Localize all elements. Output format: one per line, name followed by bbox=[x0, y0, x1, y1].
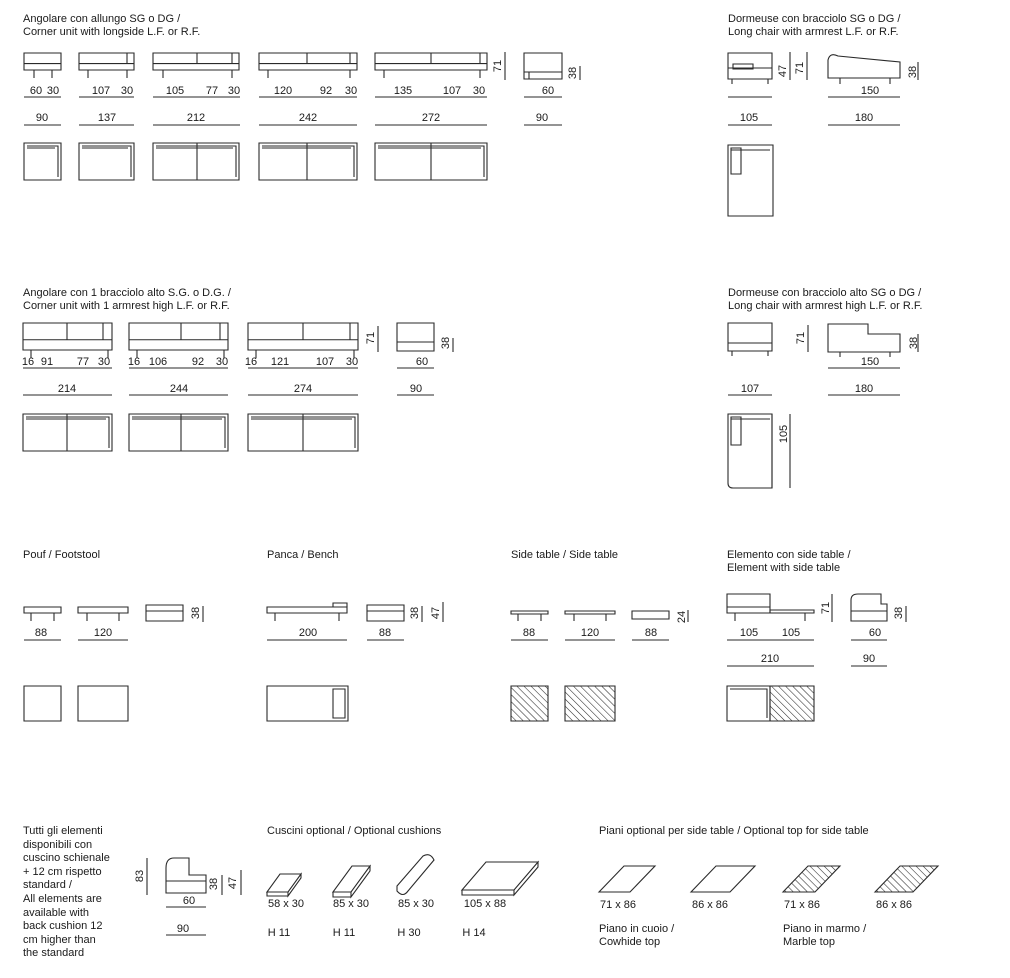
dim-label: 107 bbox=[91, 85, 111, 97]
title-it: Elemento con side table / bbox=[727, 549, 851, 561]
sofa-front bbox=[153, 53, 239, 70]
sofa-front bbox=[259, 53, 357, 70]
top-size: 86 x 86 bbox=[875, 899, 913, 911]
sofa-front bbox=[129, 323, 228, 350]
dim-label: 71 bbox=[365, 331, 377, 345]
caption-line: Marble top bbox=[783, 936, 835, 948]
drawing-shapes bbox=[23, 52, 938, 935]
note-line: + 12 cm rispetto bbox=[23, 865, 102, 878]
bench-back bbox=[333, 689, 345, 718]
dim-label: 106 bbox=[148, 356, 168, 368]
dim-label: 77 bbox=[76, 356, 90, 368]
cushion-size: 85 x 30 bbox=[397, 898, 435, 910]
long-chair-front bbox=[728, 323, 772, 351]
title-it: Angolare con 1 bracciolo alto S.G. o D.G. / bbox=[23, 287, 231, 299]
dim-label: 88 bbox=[644, 627, 658, 639]
side-table-side bbox=[632, 611, 669, 619]
cushion bbox=[333, 866, 370, 897]
dim-label: 38 bbox=[567, 66, 579, 80]
dim-label: 150 bbox=[860, 356, 880, 368]
title-en: Corner unit with 1 armrest high L.F. or R.F. bbox=[23, 300, 230, 312]
long-chair-side bbox=[828, 55, 900, 78]
dim-label: 38 bbox=[893, 606, 905, 620]
bench-back bbox=[333, 603, 347, 607]
dim-label: 38 bbox=[907, 65, 919, 79]
dim-label: 24 bbox=[676, 610, 688, 624]
title-element-side-table bbox=[727, 549, 851, 575]
armrest bbox=[731, 417, 741, 445]
cowhide-top bbox=[599, 866, 655, 892]
dim-label: 242 bbox=[298, 112, 318, 124]
marble-top bbox=[783, 866, 840, 892]
title-it: Dormeuse con bracciolo alto SG o DG / bbox=[728, 287, 922, 299]
cushion-height: H 11 bbox=[332, 927, 356, 939]
element-side bbox=[851, 594, 887, 621]
note-line: back cushion 12 bbox=[23, 920, 103, 933]
caption-line: Piano in marmo / bbox=[783, 923, 867, 935]
back-cushion bbox=[156, 146, 236, 177]
side-table-plan bbox=[770, 686, 814, 721]
dim-label: 90 bbox=[176, 923, 190, 935]
sofa-front bbox=[79, 53, 134, 70]
dim-label: 38 bbox=[409, 606, 421, 620]
title-long-chair-high bbox=[728, 287, 922, 313]
dim-label: 77 bbox=[205, 85, 219, 97]
dim-label: 180 bbox=[854, 383, 874, 395]
dim-label: 244 bbox=[169, 383, 189, 395]
dim-label: 16 bbox=[21, 356, 35, 368]
title-corner-longside bbox=[23, 13, 200, 39]
side-table-top bbox=[565, 611, 615, 614]
dim-label: 121 bbox=[270, 356, 290, 368]
cushion-height: H 11 bbox=[267, 927, 291, 939]
dim-label: 107 bbox=[740, 383, 760, 395]
element-plan bbox=[727, 686, 770, 721]
dim-label: 38 bbox=[908, 336, 920, 350]
dim-label: 105 bbox=[165, 85, 185, 97]
dim-label: 60 bbox=[415, 356, 429, 368]
dim-label: 214 bbox=[57, 383, 77, 395]
dim-label: 71 bbox=[794, 61, 806, 75]
dim-label: 16 bbox=[244, 356, 258, 368]
pouf-top bbox=[78, 607, 128, 613]
dim-label: 90 bbox=[35, 112, 49, 124]
armrest bbox=[731, 148, 741, 174]
cushion-height: H 14 bbox=[462, 927, 486, 939]
note-line: Tutti gli elementi bbox=[23, 825, 103, 837]
pouf-top bbox=[24, 607, 61, 613]
title-long-chair bbox=[728, 13, 900, 39]
caption-cowhide-top bbox=[599, 923, 674, 949]
cushion-height: H 30 bbox=[397, 927, 421, 939]
title-cushions: Cuscini optional / Optional cushions bbox=[267, 825, 442, 837]
dim-label: 92 bbox=[191, 356, 205, 368]
dim-label: 137 bbox=[97, 112, 117, 124]
dim-label: 105 bbox=[778, 424, 790, 444]
dim-label: 107 bbox=[315, 356, 335, 368]
dim-label: 71 bbox=[492, 59, 504, 73]
dim-label: 212 bbox=[186, 112, 206, 124]
marble-top bbox=[875, 866, 938, 892]
dim-label: 30 bbox=[120, 85, 134, 97]
dim-label: 30 bbox=[46, 85, 60, 97]
dim-label: 105 bbox=[781, 627, 801, 639]
back-cushion-side bbox=[166, 858, 206, 893]
dim-label: 90 bbox=[535, 112, 549, 124]
note-back-cushion bbox=[23, 825, 123, 961]
back-cushion bbox=[27, 146, 58, 177]
dim-label: 30 bbox=[345, 356, 359, 368]
title-tops: Piani optional per side table / Optional top for side table bbox=[599, 825, 869, 837]
dim-label: 38 bbox=[440, 336, 452, 350]
note-line: available with bbox=[23, 906, 90, 919]
dim-label: 47 bbox=[430, 606, 442, 620]
element-front bbox=[727, 594, 770, 613]
back-cushion bbox=[132, 417, 225, 448]
cushion-size: 85 x 30 bbox=[332, 898, 370, 910]
caption-marble-top bbox=[783, 923, 866, 949]
long-chair-plan bbox=[728, 145, 773, 216]
title-it: Dormeuse con bracciolo SG o DG / bbox=[728, 13, 901, 25]
dim-label: 120 bbox=[580, 627, 600, 639]
long-chair-side bbox=[828, 324, 900, 352]
title-bench: Panca / Bench bbox=[267, 549, 339, 561]
dim-label: 71 bbox=[795, 331, 807, 345]
dim-label: 83 bbox=[134, 869, 146, 883]
dim-label: 30 bbox=[472, 85, 486, 97]
dim-label: 274 bbox=[293, 383, 313, 395]
pouf-side bbox=[397, 323, 434, 351]
side-table-top bbox=[770, 610, 814, 613]
dim-label: 60 bbox=[182, 895, 196, 907]
top-size: 86 x 86 bbox=[691, 899, 729, 911]
cushion-size: 58 x 30 bbox=[267, 898, 305, 910]
title-en: Long chair with armrest high L.F. or R.F. bbox=[728, 300, 923, 312]
dim-label: 92 bbox=[319, 85, 333, 97]
bench-plan bbox=[267, 686, 348, 721]
caption-line: Piano in cuoio / bbox=[599, 923, 675, 935]
cushion-large bbox=[462, 862, 538, 895]
dim-label: 47 bbox=[227, 876, 239, 890]
long-chair-front bbox=[728, 53, 772, 79]
bench-top bbox=[267, 607, 347, 613]
note-line: the standard bbox=[23, 947, 85, 960]
side-table-top bbox=[511, 611, 548, 614]
note-line: standard / bbox=[23, 879, 72, 892]
dim-label: 105 bbox=[739, 627, 759, 639]
dim-label: 272 bbox=[421, 112, 441, 124]
cushion-round bbox=[397, 855, 434, 895]
dim-label: 38 bbox=[190, 606, 202, 620]
back-cushion bbox=[82, 146, 131, 177]
cushion bbox=[267, 874, 301, 896]
note-line: cm higher than bbox=[23, 933, 96, 946]
dim-label: 200 bbox=[298, 627, 318, 639]
back-cushion bbox=[262, 146, 354, 177]
dim-label: 30 bbox=[97, 356, 111, 368]
title-pouf: Pouf / Footstool bbox=[23, 549, 101, 561]
pouf-side bbox=[146, 605, 183, 621]
dim-label: 88 bbox=[522, 627, 536, 639]
dim-label: 30 bbox=[215, 356, 229, 368]
pouf-plan bbox=[24, 686, 61, 721]
dim-label: 120 bbox=[273, 85, 293, 97]
sofa-front bbox=[24, 53, 61, 70]
bench-side bbox=[367, 605, 404, 621]
dim-label: 180 bbox=[854, 112, 874, 124]
top-size: 71 x 86 bbox=[783, 899, 821, 911]
dim-label: 90 bbox=[409, 383, 423, 395]
dim-label: 210 bbox=[760, 653, 780, 665]
dim-label: 47 bbox=[777, 64, 789, 78]
note-line: cuscino schienale bbox=[23, 852, 110, 865]
dim-label: 38 bbox=[208, 877, 220, 891]
dim-label: 135 bbox=[393, 85, 413, 97]
title-en: Element with side table bbox=[727, 562, 841, 574]
title-en: Long chair with armrest L.F. or R.F. bbox=[728, 26, 899, 38]
title-side-table: Side table / Side table bbox=[511, 549, 619, 561]
dim-label: 88 bbox=[34, 627, 48, 639]
dim-label: 30 bbox=[227, 85, 241, 97]
side-table-plan bbox=[511, 686, 548, 721]
dim-label: 60 bbox=[29, 85, 43, 97]
pouf-plan bbox=[78, 686, 128, 721]
dim-label: 60 bbox=[868, 627, 882, 639]
dim-label: 107 bbox=[442, 85, 462, 97]
side-table-plan bbox=[565, 686, 615, 721]
top-size: 71 x 86 bbox=[599, 899, 637, 911]
title-en: Corner unit with longside L.F. or R.F. bbox=[23, 26, 201, 38]
cushion-size: 105 x 88 bbox=[463, 898, 507, 910]
dim-label: 90 bbox=[862, 653, 876, 665]
back-cushion bbox=[730, 689, 767, 718]
dim-label: 16 bbox=[127, 356, 141, 368]
dim-label: 30 bbox=[344, 85, 358, 97]
dim-label: 105 bbox=[739, 112, 759, 124]
dim-label: 120 bbox=[93, 627, 113, 639]
long-chair-plan bbox=[728, 414, 772, 488]
dim-label: 88 bbox=[378, 627, 392, 639]
dim-label: 150 bbox=[860, 85, 880, 97]
cowhide-top bbox=[691, 866, 755, 892]
title-corner-armrest-high bbox=[23, 287, 231, 313]
sofa-side bbox=[524, 53, 562, 79]
note-line: All elements are bbox=[23, 892, 102, 905]
dim-label: 60 bbox=[541, 85, 555, 97]
title-it: Angolare con allungo SG o DG / bbox=[23, 13, 181, 25]
dim-label: 91 bbox=[40, 356, 54, 368]
caption-line: Cowhide top bbox=[599, 936, 661, 948]
dim-label: 71 bbox=[820, 601, 832, 615]
note-line: disponibili con bbox=[23, 838, 93, 851]
